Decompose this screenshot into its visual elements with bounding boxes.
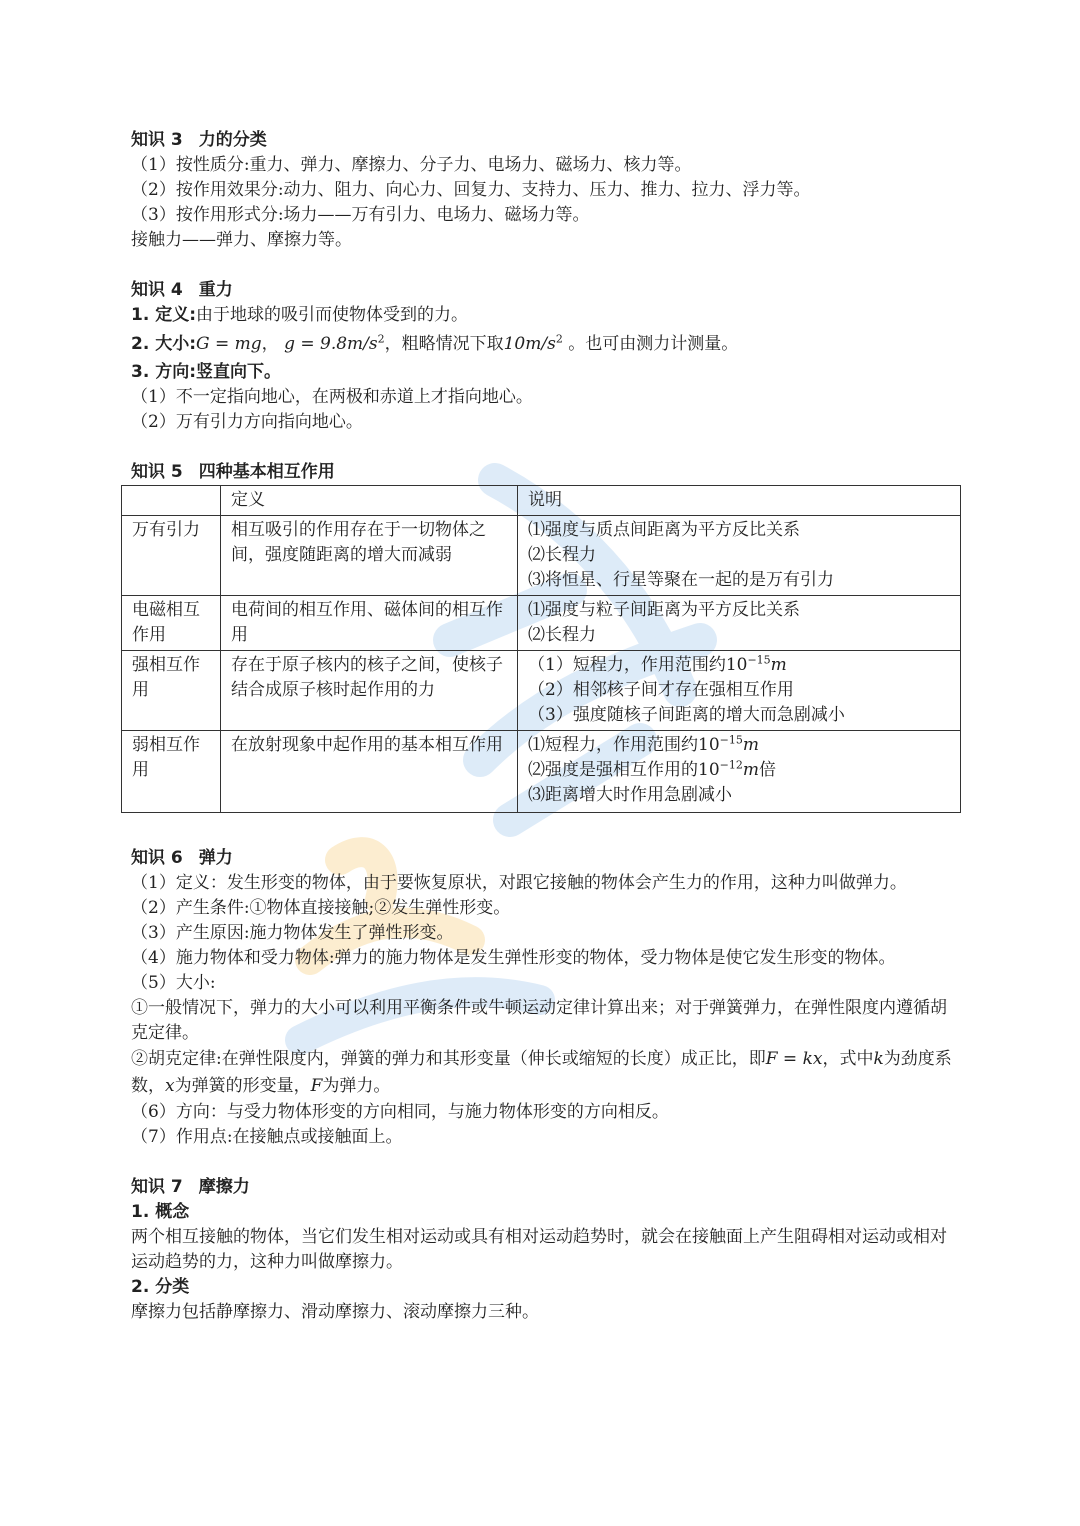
hooke-text: 为弹力。 [322, 1076, 391, 1096]
paragraph: （2）产生条件:①物体直接接触;②发生弹性形变。 [131, 898, 511, 918]
paragraph: ①一般情况下，弹力的大小可以利用平衡条件或牛顿运动定律计算出来；对于弹簧弹力，在弹性限度内遵循胡克定律。 [131, 998, 947, 1043]
table-cell-notes [518, 651, 961, 731]
definition-line [131, 303, 961, 328]
note-tail: 倍 [758, 760, 776, 780]
table-row [122, 731, 961, 813]
magnitude-line [131, 328, 961, 360]
section-3-title: 力的分类 [198, 130, 267, 150]
hooke-text: 为劲度系数， [131, 1049, 952, 1096]
paragraph: （4）施力物体和受力物体:弹力的施力物体是发生弹性形变的物体，受力物体是使它发生形变的物体。 [131, 948, 896, 968]
table-row [122, 651, 961, 731]
paragraph: （7）作用点:在接触点或接触面上。 [131, 1127, 403, 1147]
table-header-cell: 说明 [518, 486, 961, 516]
paragraph: （6）方向：与受力物体形变的方向相同，与施力物体形变的方向相反。 [131, 1102, 669, 1122]
formula-hooke: F = kx [765, 1049, 823, 1069]
hooke-text: ②胡克定律:在弹性限度内，弹簧的弹力和其形变量（伸长或缩短的长度）成正比，即 [131, 1049, 766, 1069]
table-cell-definition: 存在于原子核内的核子之间，使核子结合成原子核时起作用的力 [221, 651, 518, 731]
section-6-title: 弹力 [198, 848, 233, 868]
section-5-heading [131, 460, 961, 485]
definition-text: 由于地球的吸引而使物体受到的力。 [196, 305, 469, 325]
interactions-table [121, 485, 961, 813]
note-line: ⑴强度与质点间距离为平方反比关系 [528, 520, 800, 540]
exponent: 2 [377, 332, 385, 346]
section-7-title: 摩擦力 [198, 1177, 250, 1197]
note-line: （2）相邻核子间才存在强相互作用 [528, 680, 794, 700]
note-line [528, 758, 952, 783]
section-5-title: 四种基本相互作用 [198, 462, 335, 482]
note-line: ⑶将恒星、行星等聚在一起的是万有引力 [528, 570, 834, 590]
exponent: 2 [555, 332, 563, 346]
table-cell-definition: 相互吸引的作用存在于一切物体之间，强度随距离的增大而减弱 [221, 516, 518, 596]
unit: m [742, 735, 759, 755]
section-6-heading [131, 846, 961, 871]
note-line: ⑵长程力 [528, 625, 596, 645]
separator: ， [261, 334, 279, 354]
hooke-text: 为弹簧的形变量， [174, 1076, 311, 1096]
paragraph: （2）按作用效果分:动力、阻力、向心力、回复力、支持力、压力、推力、拉力、浮力等。 [131, 180, 811, 200]
section-3-number: 知识 3 [131, 130, 183, 150]
paragraph: （5）大小: [131, 973, 216, 993]
symbol-x: x [165, 1076, 175, 1096]
direction-line: 3. 方向:竖直向下。 [131, 362, 282, 382]
paragraph: （1）按性质分:重力、弹力、摩擦力、分子力、电场力、磁场力、核力等。 [131, 155, 692, 175]
note-line: ⑶距离增大时作用急剧减小 [528, 785, 732, 805]
table-cell-definition: 在放射现象中起作用的基本相互作用 [221, 731, 518, 813]
formula-g-mg: G = mg [196, 334, 262, 354]
symbol-F: F [310, 1076, 323, 1096]
exponent: −12 [719, 758, 743, 772]
table-header-cell: 定义 [221, 486, 518, 516]
paragraph: （1）不一定指向地心，在两极和赤道上才指向地心。 [131, 387, 533, 407]
symbol-k: k [873, 1049, 884, 1069]
hooke-law-paragraph [131, 1046, 961, 1100]
note-line [528, 733, 952, 758]
table-header-row [122, 486, 961, 516]
unit: m [770, 655, 787, 675]
note-text: ⑴短程力，作用范围约10 [528, 735, 720, 755]
magnitude-mid-text: ，粗略情况下取 [384, 334, 504, 354]
section-7-heading [131, 1175, 961, 1200]
formula-g-approx: 10m/s [503, 334, 556, 354]
paragraph: 两个相互接触的物体，当它们发生相对运动或具有相对运动趋势时，就会在接触面上产生阻碍相对运动或相对运动趋势的力，这种力叫做摩擦力。 [131, 1227, 947, 1272]
table-row [122, 596, 961, 651]
table-cell-name: 万有引力 [122, 516, 221, 596]
note-line: （3）强度随核子间距离的增大而急剧减小 [528, 705, 845, 725]
table-cell-definition: 电荷间的相互作用、磁体间的相互作用 [221, 596, 518, 651]
paragraph: （3）产生原因:施力物体发生了弹性形变。 [131, 923, 454, 943]
table-cell-notes [518, 596, 961, 651]
formula-g-value: g = 9.8m/s [284, 334, 378, 354]
section-4-title: 重力 [198, 280, 233, 300]
table-cell-name: 电磁相互作用 [122, 596, 221, 651]
section-3-heading [131, 128, 961, 153]
section-4-number: 知识 4 [131, 280, 183, 300]
section-7-number: 知识 7 [131, 1177, 183, 1197]
magnitude-label: 2. 大小: [131, 334, 197, 354]
subheading-classification: 2. 分类 [131, 1277, 190, 1297]
paragraph: （1）定义：发生形变的物体，由于要恢复原状，对跟它接触的物体会产生力的作用，这种力叫做弹力。 [131, 873, 907, 893]
magnitude-tail-text: 。也可由测力计测量。 [568, 334, 739, 354]
table-row [122, 516, 961, 596]
section-6-number: 知识 6 [131, 848, 183, 868]
exponent: −15 [719, 733, 743, 747]
subheading-concept: 1. 概念 [131, 1202, 190, 1222]
note-text: （1）短程力，作用范围约10 [528, 655, 748, 675]
section-5-number: 知识 5 [131, 462, 183, 482]
note-text: ⑵强度是强相互作用的10 [528, 760, 720, 780]
table-header-cell [122, 486, 221, 516]
exponent: −15 [747, 653, 771, 667]
paragraph: 接触力——弹力、摩擦力等。 [131, 230, 352, 250]
table-cell-notes [518, 516, 961, 596]
table-cell-name: 强相互作用 [122, 651, 221, 731]
paragraph: （3）按作用形式分:场力——万有引力、电场力、磁场力等。 [131, 205, 590, 225]
note-line: ⑴强度与粒子间距离为平方反比关系 [528, 600, 800, 620]
note-line [528, 653, 952, 678]
hooke-text: ，式中 [822, 1049, 874, 1069]
unit: m [742, 760, 759, 780]
paragraph: 摩擦力包括静摩擦力、滑动摩擦力、滚动摩擦力三种。 [131, 1302, 539, 1322]
section-4-heading [131, 278, 961, 303]
document-body [131, 128, 961, 1325]
note-line: ⑵长程力 [528, 545, 596, 565]
paragraph: （2）万有引力方向指向地心。 [131, 412, 363, 432]
definition-label: 1. 定义: [131, 305, 197, 325]
table-cell-name: 弱相互作用 [122, 731, 221, 813]
table-cell-notes [518, 731, 961, 813]
